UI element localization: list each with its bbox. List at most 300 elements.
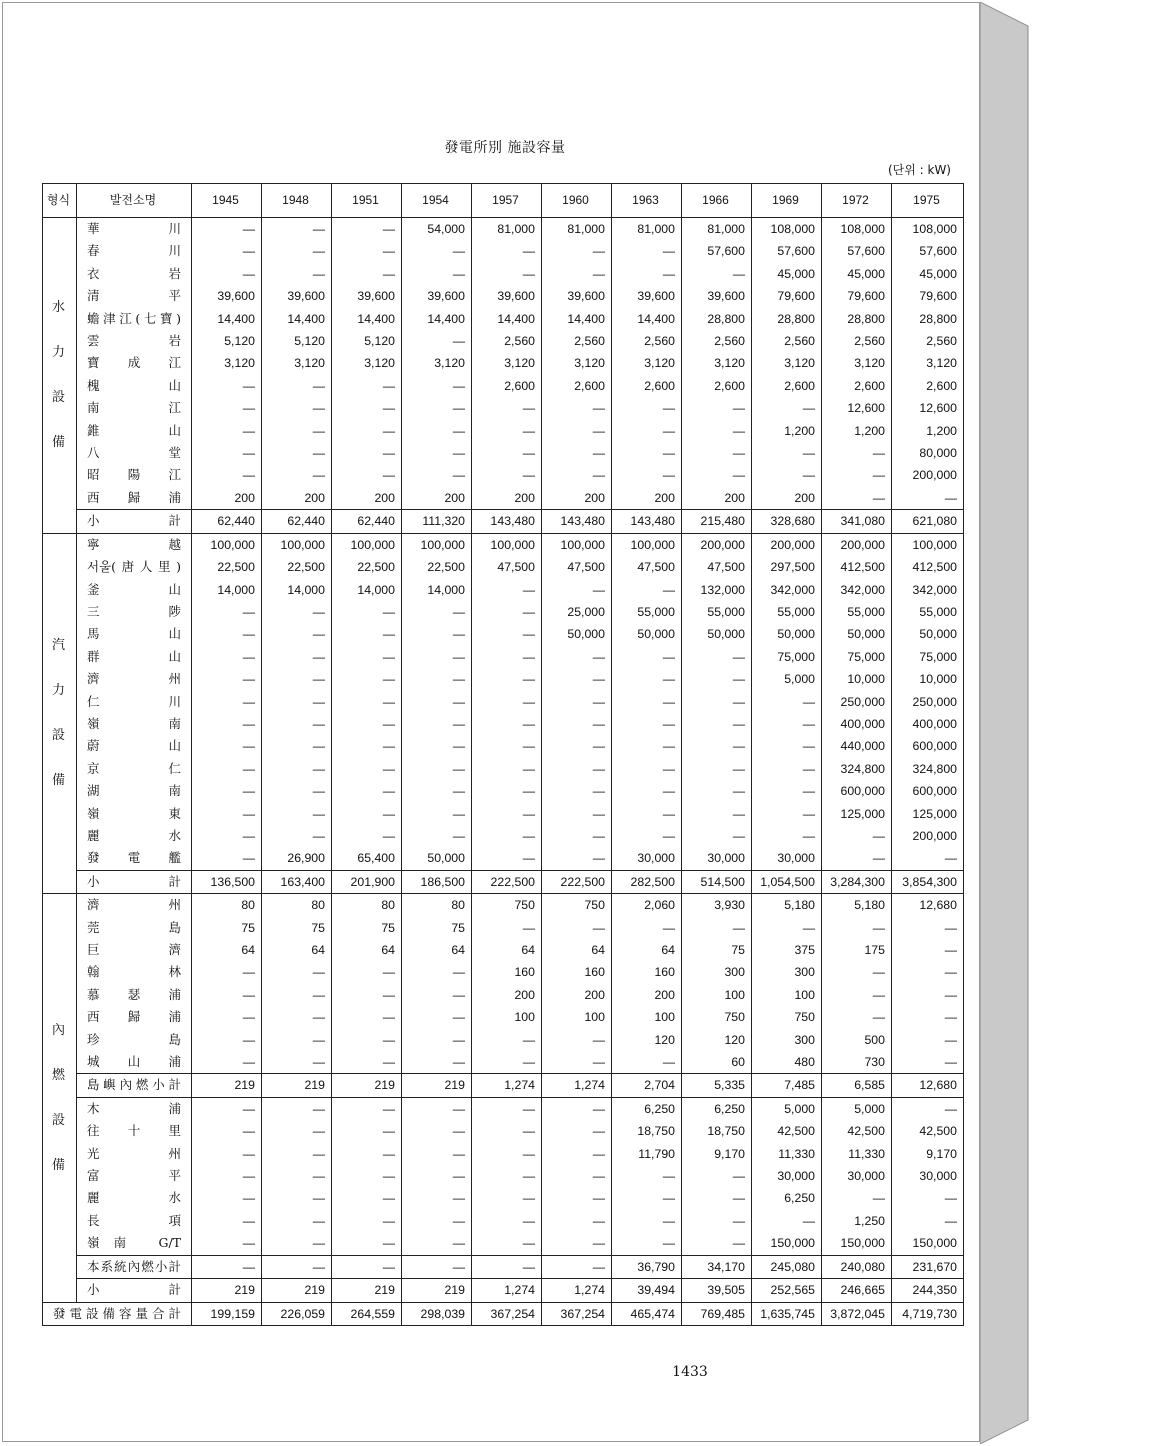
- station-name: 富平: [77, 1165, 192, 1187]
- capacity-cell: 3,120: [682, 352, 752, 374]
- capacity-cell: —: [612, 442, 682, 464]
- capacity-cell: 100: [612, 1006, 682, 1028]
- capacity-cell: —: [472, 263, 542, 285]
- capacity-cell: 39,600: [402, 285, 472, 307]
- header-year: 1960: [542, 184, 612, 218]
- capacity-cell: 200: [332, 487, 402, 510]
- capacity-cell: —: [472, 1210, 542, 1232]
- capacity-cell: 111,320: [402, 510, 472, 533]
- capacity-cell: 100,000: [612, 533, 682, 556]
- header-year: 1945: [192, 184, 262, 218]
- capacity-cell: —: [192, 691, 262, 713]
- capacity-cell: 200: [472, 984, 542, 1006]
- capacity-cell: —: [262, 713, 332, 735]
- capacity-cell: 100,000: [332, 533, 402, 556]
- capacity-cell: —: [402, 1051, 472, 1074]
- capacity-cell: 150,000: [892, 1232, 964, 1255]
- capacity-cell: —: [332, 668, 402, 690]
- capacity-cell: 514,500: [682, 870, 752, 893]
- capacity-cell: —: [892, 847, 964, 870]
- station-name: 莞島: [77, 917, 192, 939]
- capacity-cell: 12,680: [892, 1074, 964, 1097]
- capacity-cell: 14,400: [612, 308, 682, 330]
- table-row: [43, 825, 964, 847]
- capacity-cell: 769,485: [682, 1302, 752, 1325]
- capacity-cell: —: [262, 691, 332, 713]
- station-name: 發電艦: [77, 847, 192, 870]
- capacity-cell: 14,000: [332, 579, 402, 601]
- capacity-cell: —: [682, 691, 752, 713]
- header-year: 1948: [262, 184, 332, 218]
- capacity-cell: 47,500: [472, 556, 542, 578]
- capacity-cell: 42,500: [752, 1120, 822, 1142]
- capacity-cell: 80: [262, 894, 332, 917]
- capacity-cell: 108,000: [752, 218, 822, 241]
- capacity-cell: 14,400: [332, 308, 402, 330]
- capacity-cell: 240,080: [822, 1255, 892, 1278]
- capacity-cell: 3,120: [822, 352, 892, 374]
- capacity-cell: —: [262, 1255, 332, 1278]
- category-char: 設: [51, 1112, 65, 1128]
- capacity-cell: 440,000: [822, 735, 892, 757]
- capacity-cell: —: [472, 668, 542, 690]
- capacity-cell: —: [332, 1029, 402, 1051]
- capacity-cell: —: [612, 579, 682, 601]
- capacity-cell: —: [612, 691, 682, 713]
- table-row: [43, 579, 964, 601]
- capacity-cell: 200: [542, 984, 612, 1006]
- header-year: 1969: [752, 184, 822, 218]
- capacity-cell: 219: [262, 1074, 332, 1097]
- capacity-cell: 282,500: [612, 870, 682, 893]
- capacity-cell: 2,560: [822, 330, 892, 352]
- table-row: [43, 330, 964, 352]
- capacity-cell: —: [472, 1029, 542, 1051]
- capacity-cell: —: [542, 1143, 612, 1165]
- header-type: 형식: [43, 184, 77, 218]
- capacity-cell: —: [612, 803, 682, 825]
- capacity-cell: —: [752, 713, 822, 735]
- capacity-cell: 75,000: [752, 646, 822, 668]
- capacity-cell: —: [542, 917, 612, 939]
- capacity-cell: —: [402, 464, 472, 486]
- page-title: 發電所別 施設容量: [444, 140, 566, 156]
- capacity-cell: —: [542, 1097, 612, 1120]
- capacity-cell: —: [402, 758, 472, 780]
- capacity-cell: —: [332, 1097, 402, 1120]
- capacity-cell: 367,254: [542, 1302, 612, 1325]
- station-name: 南江: [77, 397, 192, 419]
- capacity-cell: 750: [542, 894, 612, 917]
- table-row: [43, 397, 964, 419]
- capacity-cell: —: [472, 240, 542, 262]
- capacity-cell: —: [332, 420, 402, 442]
- capacity-cell: —: [542, 847, 612, 870]
- capacity-cell: 143,480: [612, 510, 682, 533]
- capacity-cell: 3,854,300: [892, 870, 964, 893]
- capacity-cell: 219: [402, 1279, 472, 1302]
- station-name: 西歸浦: [77, 1006, 192, 1028]
- capacity-cell: —: [402, 1232, 472, 1255]
- subtotal-row: [43, 894, 964, 917]
- capacity-cell: —: [752, 464, 822, 486]
- capacity-cell: —: [682, 420, 752, 442]
- table-row: [43, 803, 964, 825]
- capacity-cell: 219: [332, 1279, 402, 1302]
- capacity-cell: —: [612, 917, 682, 939]
- capacity-cell: 1,200: [822, 420, 892, 442]
- capacity-cell: 3,930: [682, 894, 752, 917]
- capacity-cell: —: [192, 464, 262, 486]
- capacity-cell: 42,500: [822, 1120, 892, 1142]
- capacity-cell: —: [542, 825, 612, 847]
- capacity-cell: —: [262, 780, 332, 802]
- capacity-cell: 163,400: [262, 870, 332, 893]
- capacity-cell: 297,500: [752, 556, 822, 578]
- capacity-cell: 342,000: [892, 579, 964, 601]
- table-row: [43, 1006, 964, 1028]
- capacity-cell: —: [542, 713, 612, 735]
- capacity-cell: 200: [612, 984, 682, 1006]
- capacity-cell: 5,120: [262, 330, 332, 352]
- capacity-cell: —: [472, 1255, 542, 1278]
- capacity-cell: 64: [192, 939, 262, 961]
- capacity-cell: 108,000: [892, 218, 964, 241]
- station-name: 小計: [77, 1279, 192, 1302]
- capacity-cell: —: [542, 1255, 612, 1278]
- capacity-cell: —: [192, 218, 262, 241]
- capacity-cell: —: [402, 397, 472, 419]
- capacity-cell: —: [402, 780, 472, 802]
- capacity-cell: —: [402, 601, 472, 623]
- capacity-cell: —: [402, 263, 472, 285]
- capacity-cell: 11,790: [612, 1143, 682, 1165]
- capacity-cell: 199,159: [192, 1302, 262, 1325]
- station-name: 城山浦: [77, 1051, 192, 1074]
- capacity-cell: 600,000: [892, 735, 964, 757]
- capacity-cell: —: [542, 1210, 612, 1232]
- capacity-cell: —: [402, 713, 472, 735]
- capacity-cell: —: [192, 758, 262, 780]
- capacity-cell: 39,600: [682, 285, 752, 307]
- station-name: 光州: [77, 1143, 192, 1165]
- capacity-cell: —: [192, 397, 262, 419]
- capacity-cell: 64: [472, 939, 542, 961]
- capacity-cell: —: [262, 1210, 332, 1232]
- station-name: 珍島: [77, 1029, 192, 1051]
- capacity-cell: 5,335: [682, 1074, 752, 1097]
- capacity-cell: 730: [822, 1051, 892, 1074]
- capacity-cell: 5,000: [752, 668, 822, 690]
- capacity-cell: 39,600: [542, 285, 612, 307]
- capacity-cell: 219: [192, 1279, 262, 1302]
- capacity-cell: —: [822, 847, 892, 870]
- capacity-cell: —: [332, 758, 402, 780]
- capacity-cell: 3,120: [752, 352, 822, 374]
- capacity-cell: 200,000: [892, 464, 964, 486]
- header-year: 1951: [332, 184, 402, 218]
- table-row: [43, 1051, 964, 1074]
- capacity-cell: 298,039: [402, 1302, 472, 1325]
- capacity-cell: —: [682, 780, 752, 802]
- capacity-cell: —: [612, 758, 682, 780]
- capacity-cell: 222,500: [542, 870, 612, 893]
- capacity-cell: —: [332, 1143, 402, 1165]
- capacity-cell: —: [542, 464, 612, 486]
- capacity-cell: 10,000: [822, 668, 892, 690]
- capacity-cell: —: [752, 397, 822, 419]
- station-name: 長項: [77, 1210, 192, 1232]
- header-year: 1957: [472, 184, 542, 218]
- table-row: [43, 285, 964, 307]
- capacity-cell: —: [332, 1165, 402, 1187]
- capacity-cell: 367,254: [472, 1302, 542, 1325]
- capacity-cell: 75: [262, 917, 332, 939]
- capacity-cell: 10,000: [892, 668, 964, 690]
- category-char: 內: [51, 1022, 65, 1038]
- station-name: 嶺南: [77, 713, 192, 735]
- station-name: 巨濟: [77, 939, 192, 961]
- station-name: 槐山: [77, 375, 192, 397]
- capacity-cell: —: [472, 917, 542, 939]
- capacity-cell: 300: [752, 1029, 822, 1051]
- capacity-cell: 2,600: [682, 375, 752, 397]
- capacity-cell: 81,000: [682, 218, 752, 241]
- capacity-cell: —: [402, 668, 472, 690]
- capacity-cell: 2,560: [612, 330, 682, 352]
- capacity-cell: 25,000: [542, 601, 612, 623]
- capacity-cell: 22,500: [262, 556, 332, 578]
- capacity-cell: 2,060: [612, 894, 682, 917]
- capacity-cell: —: [192, 1029, 262, 1051]
- capacity-cell: —: [262, 1120, 332, 1142]
- capacity-cell: 18,750: [682, 1120, 752, 1142]
- capacity-cell: —: [332, 1187, 402, 1209]
- capacity-cell: 200,000: [892, 825, 964, 847]
- capacity-cell: —: [262, 397, 332, 419]
- capacity-cell: 2,600: [892, 375, 964, 397]
- capacity-cell: —: [402, 1029, 472, 1051]
- table-row: [43, 668, 964, 690]
- capacity-cell: —: [332, 375, 402, 397]
- station-name: 寶成江: [77, 352, 192, 374]
- capacity-cell: —: [892, 961, 964, 983]
- category-char: 力: [51, 345, 65, 361]
- capacity-cell: —: [402, 1097, 472, 1120]
- table-body: [43, 218, 964, 1326]
- table-row: [43, 847, 964, 870]
- capacity-cell: 200: [472, 487, 542, 510]
- capacity-cell: 100: [542, 1006, 612, 1028]
- unit-label: (단위 : kW): [887, 163, 951, 177]
- station-name: 翰林: [77, 961, 192, 983]
- capacity-cell: —: [472, 1051, 542, 1074]
- capacity-cell: —: [262, 1006, 332, 1028]
- capacity-cell: 30,000: [612, 847, 682, 870]
- capacity-cell: —: [472, 464, 542, 486]
- station-name: 麗水: [77, 825, 192, 847]
- station-name: 嶺南 G/T: [77, 1232, 192, 1255]
- capacity-cell: —: [402, 984, 472, 1006]
- header-row: [43, 184, 964, 218]
- capacity-cell: —: [612, 780, 682, 802]
- table-row: [43, 352, 964, 374]
- capacity-cell: —: [332, 464, 402, 486]
- station-name: 春川: [77, 240, 192, 262]
- capacity-cell: 143,480: [472, 510, 542, 533]
- capacity-cell: —: [262, 1143, 332, 1165]
- capacity-cell: —: [192, 803, 262, 825]
- page-stack-edge: [980, 2, 1030, 1444]
- station-name: 嶺東: [77, 803, 192, 825]
- capacity-cell: 75: [332, 917, 402, 939]
- capacity-cell: —: [402, 442, 472, 464]
- subtotal-row: [43, 510, 964, 533]
- capacity-cell: —: [332, 735, 402, 757]
- capacity-cell: —: [472, 780, 542, 802]
- capacity-cell: 324,800: [822, 758, 892, 780]
- capacity-cell: —: [262, 1029, 332, 1051]
- capacity-cell: 30,000: [822, 1165, 892, 1187]
- capacity-cell: —: [472, 713, 542, 735]
- capacity-cell: —: [892, 1210, 964, 1232]
- capacity-cell: 5,000: [822, 1097, 892, 1120]
- capacity-cell: —: [262, 825, 332, 847]
- capacity-cell: 9,170: [892, 1143, 964, 1165]
- capacity-cell: 342,000: [752, 579, 822, 601]
- capacity-cell: —: [402, 1187, 472, 1209]
- capacity-cell: —: [612, 1051, 682, 1074]
- capacity-cell: 2,560: [682, 330, 752, 352]
- subtotal-row: [43, 1074, 964, 1097]
- capacity-cell: —: [472, 1097, 542, 1120]
- capacity-cell: 64: [402, 939, 472, 961]
- capacity-cell: —: [822, 984, 892, 1006]
- capacity-cell: 412,500: [892, 556, 964, 578]
- capacity-cell: 75,000: [892, 646, 964, 668]
- capacity-cell: 5,120: [192, 330, 262, 352]
- capacity-cell: 81,000: [542, 218, 612, 241]
- capacity-cell: —: [612, 825, 682, 847]
- table-row: [43, 601, 964, 623]
- table-row: [43, 1120, 964, 1142]
- table-row: [43, 735, 964, 757]
- station-name: 八堂: [77, 442, 192, 464]
- capacity-cell: —: [472, 847, 542, 870]
- capacity-cell: 200: [752, 487, 822, 510]
- capacity-cell: 328,680: [752, 510, 822, 533]
- capacity-cell: —: [402, 420, 472, 442]
- station-name: 仁川: [77, 691, 192, 713]
- capacity-cell: 65,400: [332, 847, 402, 870]
- capacity-cell: —: [682, 668, 752, 690]
- capacity-cell: 54,000: [402, 218, 472, 241]
- station-name: 馬山: [77, 623, 192, 645]
- capacity-cell: —: [472, 825, 542, 847]
- capacity-cell: 57,600: [822, 240, 892, 262]
- station-name: 錐山: [77, 420, 192, 442]
- table-row: [43, 263, 964, 285]
- capacity-cell: —: [332, 1051, 402, 1074]
- capacity-cell: 219: [262, 1279, 332, 1302]
- capacity-cell: —: [192, 1120, 262, 1142]
- station-name: 華川: [77, 218, 192, 241]
- capacity-cell: 2,704: [612, 1074, 682, 1097]
- capacity-cell: 100: [682, 984, 752, 1006]
- capacity-cell: —: [332, 601, 402, 623]
- capacity-cell: 57,600: [752, 240, 822, 262]
- header-year: 1966: [682, 184, 752, 218]
- capacity-cell: 30,000: [682, 847, 752, 870]
- capacity-cell: —: [612, 735, 682, 757]
- table-row: [43, 1187, 964, 1209]
- capacity-cell: —: [332, 646, 402, 668]
- capacity-cell: 250,000: [892, 691, 964, 713]
- capacity-cell: 22,500: [402, 556, 472, 578]
- capacity-cell: —: [542, 1232, 612, 1255]
- station-name: 衣岩: [77, 263, 192, 285]
- capacity-cell: 3,284,300: [822, 870, 892, 893]
- station-name: 濟州: [77, 894, 192, 917]
- capacity-cell: —: [822, 917, 892, 939]
- capacity-cell: 200: [402, 487, 472, 510]
- capacity-cell: —: [682, 442, 752, 464]
- capacity-cell: —: [262, 420, 332, 442]
- capacity-cell: —: [192, 623, 262, 645]
- capacity-cell: —: [752, 917, 822, 939]
- capacity-cell: 341,080: [822, 510, 892, 533]
- capacity-cell: 150,000: [752, 1232, 822, 1255]
- capacity-cell: —: [332, 218, 402, 241]
- capacity-cell: —: [402, 735, 472, 757]
- capacity-cell: 39,600: [192, 285, 262, 307]
- station-name: 島嶼內燃小計: [77, 1074, 192, 1097]
- capacity-cell: —: [262, 646, 332, 668]
- capacity-cell: 108,000: [822, 218, 892, 241]
- capacity-cell: —: [192, 668, 262, 690]
- capacity-cell: 136,500: [192, 870, 262, 893]
- capacity-cell: 62,440: [262, 510, 332, 533]
- capacity-cell: 5,180: [822, 894, 892, 917]
- capacity-cell: —: [682, 758, 752, 780]
- capacity-cell: —: [192, 442, 262, 464]
- capacity-cell: —: [472, 623, 542, 645]
- capacity-cell: 125,000: [822, 803, 892, 825]
- capacity-cell: —: [542, 442, 612, 464]
- capacity-cell: —: [752, 803, 822, 825]
- capacity-cell: 2,600: [542, 375, 612, 397]
- capacity-cell: 100: [752, 984, 822, 1006]
- capacity-cell: 219: [192, 1074, 262, 1097]
- capacity-cell: 3,120: [192, 352, 262, 374]
- capacity-cell: —: [822, 1187, 892, 1209]
- capacity-cell: —: [682, 1165, 752, 1187]
- capacity-cell: 14,000: [262, 579, 332, 601]
- table-row: [43, 961, 964, 983]
- capacity-cell: —: [472, 1187, 542, 1209]
- capacity-cell: —: [192, 1051, 262, 1074]
- capacity-cell: 200,000: [752, 533, 822, 556]
- capacity-cell: —: [472, 1232, 542, 1255]
- category-char: 備: [51, 435, 65, 451]
- capacity-cell: 200: [612, 487, 682, 510]
- capacity-cell: 186,500: [402, 870, 472, 893]
- capacity-cell: 132,000: [682, 579, 752, 601]
- capacity-cell: —: [332, 1210, 402, 1232]
- capacity-cell: 39,600: [262, 285, 332, 307]
- capacity-cell: 18,750: [612, 1120, 682, 1142]
- capacity-cell: —: [612, 240, 682, 262]
